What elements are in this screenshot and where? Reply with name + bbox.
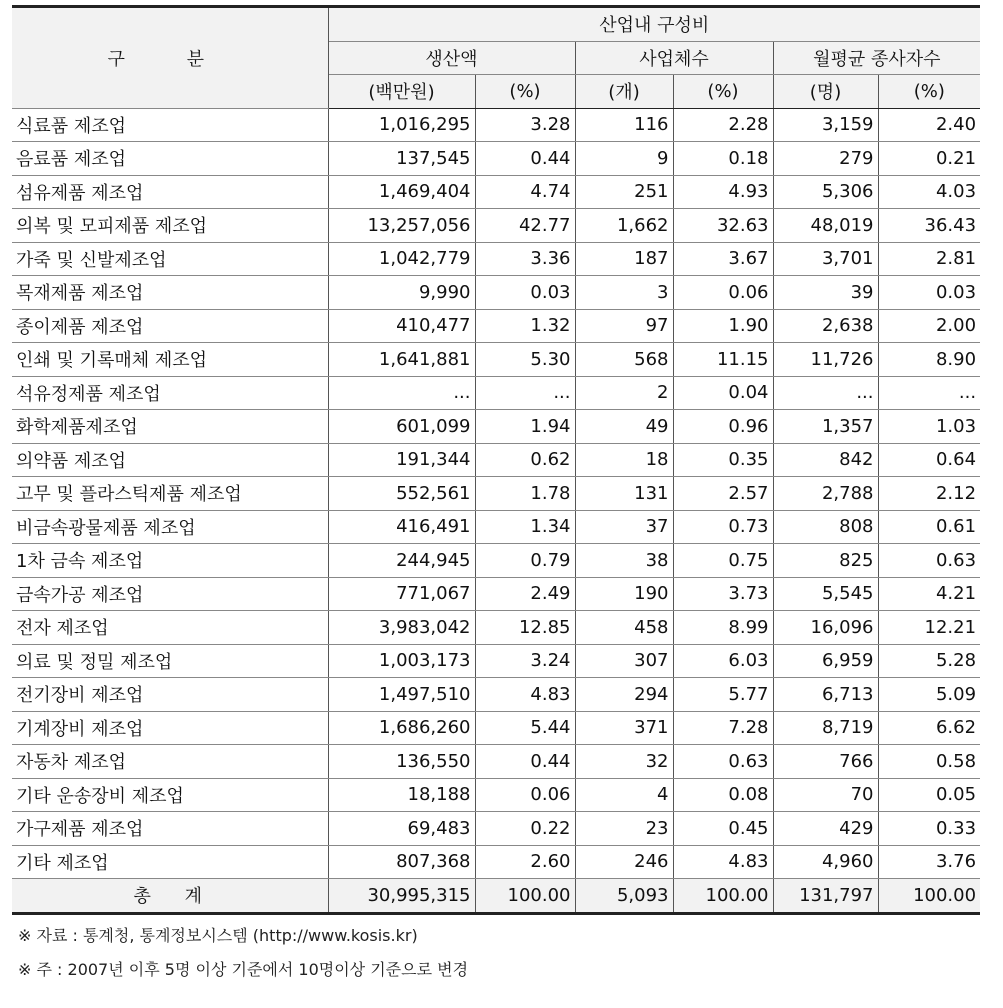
production-pct: 0.79	[475, 544, 575, 578]
establishments-pct: 0.35	[673, 443, 773, 477]
table-row	[12, 108, 980, 142]
criteria-note: ※ 주 : 2007년 이후 5명 이상 기준에서 10명이상 기준으로 변경	[18, 960, 469, 979]
establishments-header: 사업체수	[575, 41, 773, 75]
production-pct: 5.44	[475, 711, 575, 745]
establishments-pct: 3.73	[673, 577, 773, 611]
table-row	[12, 142, 980, 176]
establishments-count: 9	[575, 142, 673, 176]
employees-count: 1,357	[773, 410, 878, 444]
total-establishments-pct: 100.00	[673, 879, 773, 914]
production-value: 1,497,510	[328, 678, 475, 712]
employees-count: 766	[773, 745, 878, 779]
establishments-count: 187	[575, 242, 673, 276]
establishments-pct: 2.28	[673, 108, 773, 142]
production-value: 137,545	[328, 142, 475, 176]
table-row	[12, 343, 980, 377]
employees-pct: 0.05	[878, 778, 980, 812]
employees-pct: 4.21	[878, 577, 980, 611]
industry-name: 전자 제조업	[12, 611, 328, 645]
establishments-pct: 4.93	[673, 175, 773, 209]
production-value: 1,469,404	[328, 175, 475, 209]
establishments-count: 38	[575, 544, 673, 578]
production-value: 771,067	[328, 577, 475, 611]
production-pct: 1.32	[475, 309, 575, 343]
table-row	[12, 477, 980, 511]
employees-count: 5,545	[773, 577, 878, 611]
establishments-pct: 7.28	[673, 711, 773, 745]
employees-count: 8,719	[773, 711, 878, 745]
employees-count: 70	[773, 778, 878, 812]
employees-count: 5,306	[773, 175, 878, 209]
employees-count: 2,638	[773, 309, 878, 343]
employees-pct: 2.81	[878, 242, 980, 276]
employees-count: 279	[773, 142, 878, 176]
industry-name: 식료품 제조업	[12, 108, 328, 142]
unit-production-pct: (%)	[475, 75, 575, 109]
industry-name: 섬유제품 제조업	[12, 175, 328, 209]
table-body	[12, 108, 980, 913]
production-value: 552,561	[328, 477, 475, 511]
production-value: 807,368	[328, 845, 475, 879]
employees-pct: 1.03	[878, 410, 980, 444]
production-pct: 2.49	[475, 577, 575, 611]
table-row	[12, 544, 980, 578]
employees-pct: 0.64	[878, 443, 980, 477]
industry-name: 가구제품 제조업	[12, 812, 328, 846]
industry-name: 가죽 및 신발제조업	[12, 242, 328, 276]
employees-pct: 2.12	[878, 477, 980, 511]
table-row	[12, 812, 980, 846]
production-pct: 3.24	[475, 644, 575, 678]
table-row	[12, 611, 980, 645]
industry-name: 비금속광물제품 제조업	[12, 510, 328, 544]
establishments-pct: 5.77	[673, 678, 773, 712]
industry-name: 화학제품제조업	[12, 410, 328, 444]
production-pct: 12.85	[475, 611, 575, 645]
total-employees-pct: 100.00	[878, 879, 980, 914]
establishments-count: 1,662	[575, 209, 673, 243]
employees-pct: 0.21	[878, 142, 980, 176]
industry-name: 기타 제조업	[12, 845, 328, 879]
employees-pct: 4.03	[878, 175, 980, 209]
industry-name: 종이제품 제조업	[12, 309, 328, 343]
table-row	[12, 309, 980, 343]
table-row	[12, 711, 980, 745]
total-establishments-count: 5,093	[575, 879, 673, 914]
establishments-pct: 6.03	[673, 644, 773, 678]
establishments-count: 251	[575, 175, 673, 209]
establishments-count: 49	[575, 410, 673, 444]
establishments-pct: 4.83	[673, 845, 773, 879]
employees-count: 2,788	[773, 477, 878, 511]
production-pct: 3.28	[475, 108, 575, 142]
production-value: 1,003,173	[328, 644, 475, 678]
production-header: 생산액	[328, 41, 575, 75]
employees-count: 48,019	[773, 209, 878, 243]
establishments-count: 458	[575, 611, 673, 645]
employees-count: 3,159	[773, 108, 878, 142]
establishments-count: 18	[575, 443, 673, 477]
production-pct: ...	[475, 376, 575, 410]
establishments-pct: 3.67	[673, 242, 773, 276]
table-row	[12, 644, 980, 678]
establishments-pct: 0.06	[673, 276, 773, 310]
employees-pct: 0.61	[878, 510, 980, 544]
industry-name: 의약품 제조업	[12, 443, 328, 477]
table-row	[12, 242, 980, 276]
employees-header: 월평균 종사자수	[773, 41, 980, 75]
production-pct: 4.74	[475, 175, 575, 209]
total-employees-count: 131,797	[773, 879, 878, 914]
employees-count: 842	[773, 443, 878, 477]
category-header: 구 분	[12, 7, 328, 109]
employees-pct: 2.40	[878, 108, 980, 142]
production-pct: 0.22	[475, 812, 575, 846]
production-value: 1,641,881	[328, 343, 475, 377]
production-value: 18,188	[328, 778, 475, 812]
employees-count: 808	[773, 510, 878, 544]
employees-pct: 0.58	[878, 745, 980, 779]
establishments-count: 116	[575, 108, 673, 142]
total-production-pct: 100.00	[475, 879, 575, 914]
employees-count: 16,096	[773, 611, 878, 645]
production-value: 136,550	[328, 745, 475, 779]
industry-name: 전기장비 제조업	[12, 678, 328, 712]
employees-pct: 5.09	[878, 678, 980, 712]
employees-pct: 8.90	[878, 343, 980, 377]
establishments-pct: 8.99	[673, 611, 773, 645]
industry-name: 음료품 제조업	[12, 142, 328, 176]
employees-count: 6,959	[773, 644, 878, 678]
establishments-pct: 0.96	[673, 410, 773, 444]
industry-name: 기타 운송장비 제조업	[12, 778, 328, 812]
footnotes	[18, 925, 468, 993]
establishments-count: 32	[575, 745, 673, 779]
establishments-count: 190	[575, 577, 673, 611]
establishments-count: 246	[575, 845, 673, 879]
employees-count: 11,726	[773, 343, 878, 377]
employees-count: 39	[773, 276, 878, 310]
table-row	[12, 410, 980, 444]
table-row	[12, 175, 980, 209]
total-row	[12, 879, 980, 914]
production-value: ...	[328, 376, 475, 410]
unit-production: (백만원)	[328, 75, 475, 109]
establishments-pct: 0.18	[673, 142, 773, 176]
establishments-count: 37	[575, 510, 673, 544]
employees-count: 6,713	[773, 678, 878, 712]
unit-employees-pct: (%)	[878, 75, 980, 109]
production-pct: 0.44	[475, 142, 575, 176]
establishments-pct: 0.45	[673, 812, 773, 846]
industry-name: 자동차 제조업	[12, 745, 328, 779]
group-header: 산업내 구성비	[328, 7, 980, 42]
production-pct: 42.77	[475, 209, 575, 243]
employees-pct: ...	[878, 376, 980, 410]
employees-pct: 6.62	[878, 711, 980, 745]
industry-name: 목재제품 제조업	[12, 276, 328, 310]
establishments-pct: 1.90	[673, 309, 773, 343]
establishments-pct: 0.08	[673, 778, 773, 812]
employees-count: 4,960	[773, 845, 878, 879]
table-row	[12, 376, 980, 410]
production-value: 244,945	[328, 544, 475, 578]
production-value: 1,016,295	[328, 108, 475, 142]
source-note: ※ 자료 : 통계청, 통계정보시스템 (http://www.kosis.kr)	[18, 926, 418, 945]
industry-name: 석유정제품 제조업	[12, 376, 328, 410]
employees-count: ...	[773, 376, 878, 410]
unit-establishments: (개)	[575, 75, 673, 109]
table-row	[12, 209, 980, 243]
table-row	[12, 510, 980, 544]
table-row	[12, 443, 980, 477]
table-row	[12, 276, 980, 310]
production-value: 69,483	[328, 812, 475, 846]
employees-pct: 36.43	[878, 209, 980, 243]
establishments-count: 294	[575, 678, 673, 712]
employees-pct: 2.00	[878, 309, 980, 343]
employees-pct: 0.33	[878, 812, 980, 846]
unit-employees: (명)	[773, 75, 878, 109]
establishments-count: 568	[575, 343, 673, 377]
establishments-count: 23	[575, 812, 673, 846]
establishments-count: 97	[575, 309, 673, 343]
establishments-pct: 0.04	[673, 376, 773, 410]
production-value: 416,491	[328, 510, 475, 544]
production-value: 1,042,779	[328, 242, 475, 276]
employees-pct: 12.21	[878, 611, 980, 645]
table-row	[12, 778, 980, 812]
establishments-count: 131	[575, 477, 673, 511]
employees-pct: 5.28	[878, 644, 980, 678]
employees-count: 3,701	[773, 242, 878, 276]
employees-pct: 0.03	[878, 276, 980, 310]
production-value: 9,990	[328, 276, 475, 310]
industry-name: 금속가공 제조업	[12, 577, 328, 611]
production-pct: 0.62	[475, 443, 575, 477]
production-pct: 5.30	[475, 343, 575, 377]
establishments-count: 307	[575, 644, 673, 678]
production-pct: 1.34	[475, 510, 575, 544]
production-pct: 1.94	[475, 410, 575, 444]
production-value: 13,257,056	[328, 209, 475, 243]
establishments-count: 4	[575, 778, 673, 812]
industry-name: 고무 및 플라스틱제품 제조업	[12, 477, 328, 511]
industry-name: 의복 및 모피제품 제조업	[12, 209, 328, 243]
establishments-count: 2	[575, 376, 673, 410]
establishments-pct: 11.15	[673, 343, 773, 377]
establishments-count: 371	[575, 711, 673, 745]
establishments-pct: 0.73	[673, 510, 773, 544]
production-value: 601,099	[328, 410, 475, 444]
industry-name: 기계장비 제조업	[12, 711, 328, 745]
production-value: 1,686,260	[328, 711, 475, 745]
industry-name: 의료 및 정밀 제조업	[12, 644, 328, 678]
establishments-pct: 2.57	[673, 477, 773, 511]
establishments-pct: 0.63	[673, 745, 773, 779]
establishments-count: 3	[575, 276, 673, 310]
establishments-pct: 0.75	[673, 544, 773, 578]
total-production-value: 30,995,315	[328, 879, 475, 914]
employees-pct: 0.63	[878, 544, 980, 578]
employees-pct: 3.76	[878, 845, 980, 879]
establishments-pct: 32.63	[673, 209, 773, 243]
industry-name: 인쇄 및 기록매체 제조업	[12, 343, 328, 377]
production-value: 410,477	[328, 309, 475, 343]
header-row-1	[12, 7, 980, 42]
industry-composition-table	[12, 5, 980, 915]
production-pct: 0.44	[475, 745, 575, 779]
table-row	[12, 745, 980, 779]
production-pct: 0.06	[475, 778, 575, 812]
table-row	[12, 845, 980, 879]
employees-count: 825	[773, 544, 878, 578]
production-value: 3,983,042	[328, 611, 475, 645]
table-row	[12, 577, 980, 611]
production-pct: 4.83	[475, 678, 575, 712]
table-row	[12, 678, 980, 712]
employees-count: 429	[773, 812, 878, 846]
total-industry-name: 총 계	[12, 879, 328, 914]
industry-name: 1차 금속 제조업	[12, 544, 328, 578]
production-pct: 3.36	[475, 242, 575, 276]
production-pct: 0.03	[475, 276, 575, 310]
production-pct: 2.60	[475, 845, 575, 879]
production-pct: 1.78	[475, 477, 575, 511]
unit-establishments-pct: (%)	[673, 75, 773, 109]
production-value: 191,344	[328, 443, 475, 477]
